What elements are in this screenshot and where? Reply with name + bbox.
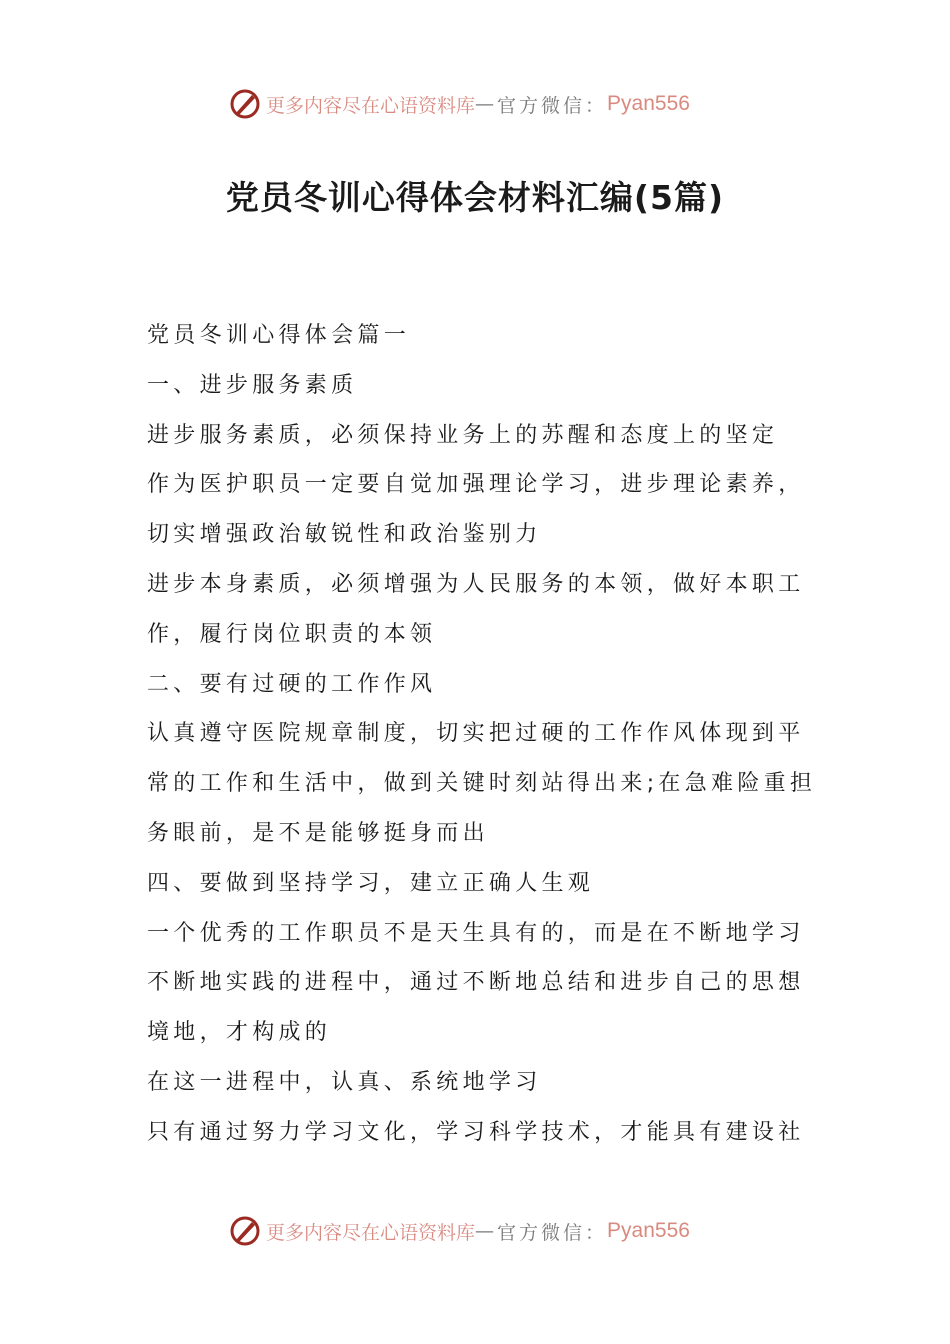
paragraph-line: 进步服务素质，必须保持业务上的苏醒和态度上的坚定 — [147, 422, 779, 448]
paragraph-line: 不断地实践的进程中，通过不断地总结和进步自己的思想 — [147, 970, 805, 996]
watermark-account: Pyan556 — [607, 92, 690, 115]
paragraph-line: 境地，才构成的 — [147, 1020, 332, 1046]
pen-logo-icon — [228, 87, 262, 121]
header-watermark — [228, 86, 690, 122]
paragraph-line: 只有通过努力学习文化，学习科学技术，才能具有建设社 — [147, 1119, 805, 1145]
watermark-dash: — — [475, 1220, 498, 1242]
watermark-text: 更多内容尽在心语资料库 — [266, 94, 476, 117]
paragraph-line: 切实增强政治敏锐性和政治鉴别力 — [147, 522, 542, 548]
paragraph-line: 党员冬训心得体会篇一 — [147, 323, 411, 348]
paragraph-line: 四、要做到坚持学习，建立正确人生观 — [147, 870, 595, 896]
paragraph-line: 二、要有过硬的工作作风 — [147, 671, 437, 697]
watermark-dash: — — [475, 93, 498, 115]
watermark-label: 官方微信： — [497, 1221, 608, 1244]
paragraph-line: 常的工作和生活中，做到关键时刻站得出来;在急难险重担 — [147, 771, 817, 797]
paragraph-line: 务眼前，是不是能够挺身而出 — [147, 820, 489, 846]
paragraph-line: 进步本身素质，必须增强为人民服务的本领，做好本职工 — [147, 571, 805, 597]
pen-logo-icon — [228, 1214, 262, 1248]
document-body — [147, 316, 827, 1163]
document-title: 党员冬训心得体会材料汇编(5篇) — [225, 178, 725, 217]
paragraph-line: 一个优秀的工作职员不是天生具有的，而是在不断地学习 — [147, 920, 805, 946]
paragraph-line: 认真遵守医院规章制度，切实把过硬的工作作风体现到平 — [147, 721, 805, 747]
paragraph-line: 作，履行岗位职责的本领 — [147, 621, 437, 647]
paragraph-line: 在这一进程中，认真、系统地学习 — [147, 1069, 542, 1095]
watermark-text: 更多内容尽在心语资料库 — [266, 1221, 476, 1244]
watermark-label: 官方微信： — [497, 94, 608, 117]
footer-watermark — [228, 1213, 690, 1249]
watermark-account: Pyan556 — [607, 1219, 690, 1242]
paragraph-line: 一、进步服务素质 — [147, 372, 358, 398]
paragraph-line: 作为医护职员一定要自觉加强理论学习，进步理论素养， — [147, 472, 805, 498]
